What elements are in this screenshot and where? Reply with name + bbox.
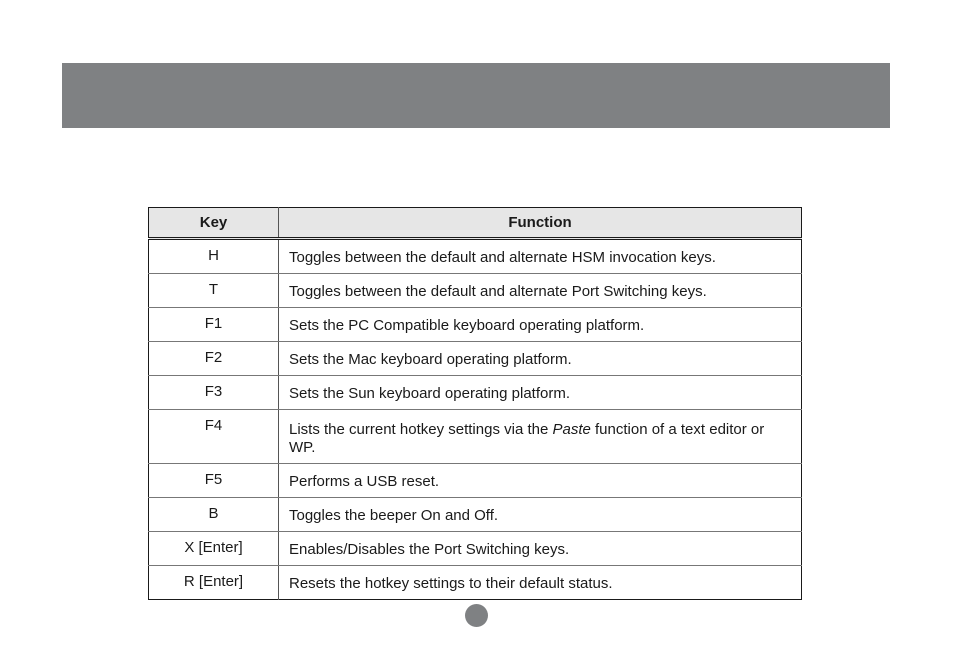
function-text: Lists the current hotkey settings via the	[289, 421, 553, 438]
function-cell: Sets the Sun keyboard operating platform.	[279, 376, 802, 410]
header-band	[62, 63, 890, 128]
table-row	[149, 239, 802, 274]
key-cell: F3	[149, 376, 279, 410]
function-cell: Toggles between the default and alternate Port Switching keys.	[279, 274, 802, 308]
key-cell: H	[149, 239, 279, 274]
column-header-key: Key	[149, 208, 279, 239]
key-cell: F4	[149, 410, 279, 464]
function-cell: Toggles the beeper On and Off.	[279, 498, 802, 532]
function-cell	[279, 410, 802, 464]
table-row	[149, 342, 802, 376]
table-row	[149, 566, 802, 600]
function-text: function of a text editor or WP.	[289, 421, 765, 456]
table-row	[149, 498, 802, 532]
table-row	[149, 410, 802, 464]
table-row	[149, 532, 802, 566]
key-cell: T	[149, 274, 279, 308]
function-cell: Enables/Disables the Port Switching keys.	[279, 532, 802, 566]
key-cell: F1	[149, 308, 279, 342]
key-cell: B	[149, 498, 279, 532]
key-cell: X [Enter]	[149, 532, 279, 566]
key-cell: R [Enter]	[149, 566, 279, 600]
hotkey-table	[148, 207, 802, 600]
function-cell: Sets the PC Compatible keyboard operating platform.	[279, 308, 802, 342]
table-row	[149, 376, 802, 410]
function-cell: Toggles between the default and alternate HSM invocation keys.	[279, 239, 802, 274]
table-row	[149, 308, 802, 342]
column-header-function: Function	[279, 208, 802, 239]
page-number-dot	[465, 604, 488, 627]
table-header-row	[149, 208, 802, 239]
table-row	[149, 464, 802, 498]
key-cell: F5	[149, 464, 279, 498]
table-row	[149, 274, 802, 308]
function-cell: Performs a USB reset.	[279, 464, 802, 498]
function-cell: Sets the Mac keyboard operating platform.	[279, 342, 802, 376]
paste-emphasis: Paste	[552, 421, 591, 438]
function-cell: Resets the hotkey settings to their default status.	[289, 575, 613, 592]
key-cell: F2	[149, 342, 279, 376]
